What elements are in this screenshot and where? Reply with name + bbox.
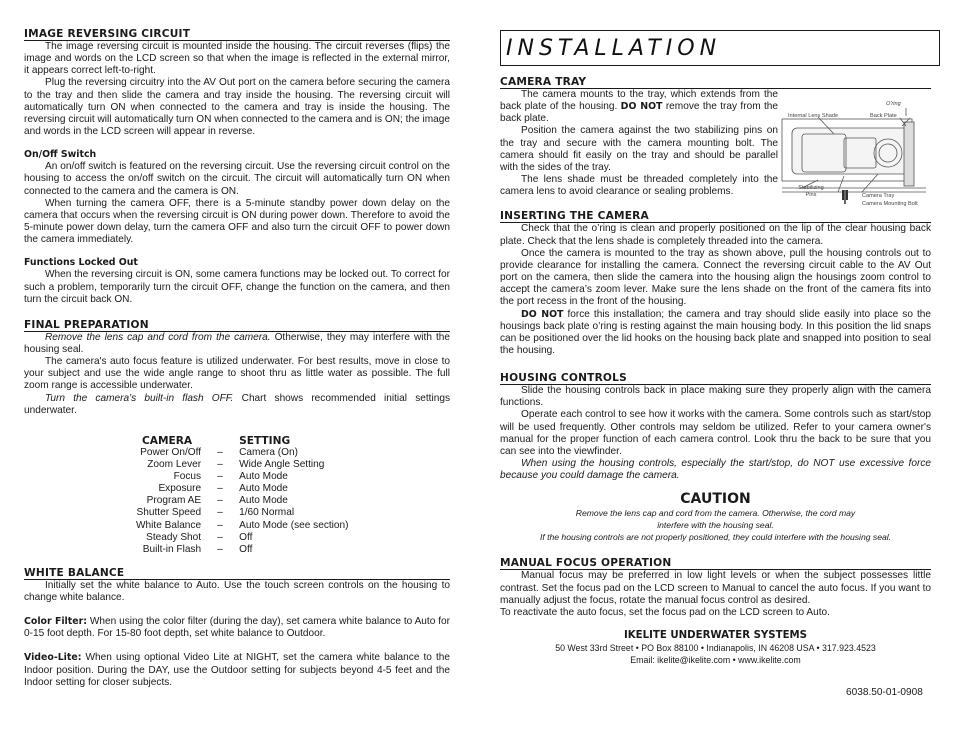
housing-controls-p1: Slide the housing controls back in place making sure they properly align with the camera functions. [500, 385, 931, 409]
camera-tray-p3: The lens shade must be threaded completely into the camera lens to avoid clearance or sealing problems. [500, 174, 778, 198]
right-column [500, 0, 931, 666]
caution-line-3: If the housing controls are not properly positioned, they could interfere with the housing seal. [539, 532, 892, 543]
final-prep-p3 [24, 393, 450, 417]
col-camera-header: CAMERA [142, 434, 193, 447]
heading-functions-locked: Functions Locked Out [24, 257, 138, 269]
label-stabilizing-pins: Stabilizing Pins [798, 185, 824, 198]
camera-tray-p1-start: The camera mounts to the tray, which extends from the back plate of the housing. [500, 89, 778, 113]
inserting-p2: Once the camera is mounted to the tray as shown above, pull the housing controls out to provide clearance for installing the camera. Connect the reversing circuit cable to the AV Out port on the camera, then slide the camera into the housing align the housings zoom control to accept the camera’s zoom lever. Make sure the lens shade on the front of the camera fits into the port recess in the front of the housing. [500, 247, 931, 308]
heading-image-reversing: IMAGE REVERSING CIRCUIT [24, 28, 450, 41]
camera-tray-p1 [500, 89, 778, 125]
housing-controls-p3-italic: When using the housing controls, especially the start/stop, do NOT use excessive force because you could damage the camera. [500, 458, 931, 482]
settings-dash: – [217, 459, 223, 471]
settings-camera-cell: Zoom Lever [147, 459, 202, 471]
settings-value-cell: Auto Mode [239, 483, 288, 495]
on-off-p1: An on/off switch is featured on the reversing circuit. Use the reversing circuit control on the housing to access the on/off switch on the circuit. The circuit will automatically turn ON when connected to the camera and the camera is ON. [24, 161, 450, 197]
caution-box [500, 491, 931, 543]
settings-camera-cell: White Balance [136, 519, 202, 531]
label-camera-tray: Camera Tray [862, 193, 895, 199]
image-reversing-p2: Plug the reversing circuitry into the AV Out port on the camera before securing the camera to the tray and then slide the camera and tray inside the housing. The reversing circuit will automatically turn ON when connected to the camera and tray is inside the housing. The reversing circuit will automatically turn ON when connected to the camera and is ON; the image and words in the LCD screen will appear in reverse. [24, 77, 450, 138]
heading-inserting-camera: INSERTING THE CAMERA [500, 210, 931, 223]
document-number: 6038.50-01-0908 [846, 687, 923, 698]
on-off-p2: When turning the camera OFF, there is a 5-minute standby power down delay on the camera that occurs when the reversing circuit is ON during power down. Therefore to avoid the 5-minute power down delay, turn the camera OFF and also turn the circuit OFF to power down the camera immediately. [24, 197, 450, 246]
settings-row [136, 459, 349, 471]
color-filter-paragraph [24, 616, 450, 640]
left-column [24, 0, 450, 689]
settings-value-cell: Wide Angle Setting [239, 459, 325, 471]
settings-dash: – [217, 531, 223, 543]
settings-dash: – [217, 483, 223, 495]
functions-locked-p1: When the reversing circuit is ON, some camera functions may be locked out. To correct for such a problem, temporarily turn the circuit OFF, change the function on the camera, and then turn the circuit back ON. [24, 269, 450, 305]
settings-header-row [136, 435, 349, 447]
settings-value-cell: Auto Mode [239, 471, 288, 483]
final-prep-p3-italic: Turn the camera’s built-in flash OFF. [45, 392, 234, 404]
label-back-plate: Back Plate [870, 113, 897, 119]
final-prep-p3-rest: Chart shows recommended initial settings underwater. [24, 392, 450, 416]
settings-row [136, 495, 349, 507]
heading-white-balance: WHITE BALANCE [24, 567, 450, 580]
settings-dash: – [217, 471, 223, 483]
settings-value-cell: 1/60 Normal [239, 507, 295, 519]
caution-line-2: interfere with the housing seal. [657, 520, 774, 531]
settings-value-cell: Off [239, 531, 253, 543]
company-web: Email: ikelite@ikelite.com • www.ikelite.com [630, 655, 801, 666]
settings-row [136, 483, 349, 495]
col-setting-header: SETTING [239, 434, 291, 447]
settings-camera-cell: Program AE [146, 495, 202, 507]
settings-camera-cell: Built-in Flash [142, 543, 202, 555]
caution-line-1: Remove the lens cap and cord from the camera. Otherwise, the cord may [575, 508, 856, 519]
final-prep-p1-italic: Remove the lens cap and cord from the camera. [45, 331, 271, 343]
housing-controls-p3 [500, 458, 931, 482]
camera-tray-p1-end: remove the tray from the back plate. [500, 101, 779, 125]
heading-housing-controls: HOUSING CONTROLS [500, 372, 931, 385]
final-prep-p1 [24, 332, 450, 356]
inserting-p3-rest: force this installation; the camera and tray should slide easily into place so the housings back plate o’ring is resting against the main housing body. In this position the lid snaps can be positioned over the lid hooks on the housing back plate and snapped into position to seal the housing. [500, 308, 931, 356]
housing-controls-p2: Operate each control to see how it works with the camera. Some controls such as start/stop will be used frequently. Other controls may seldom be utilized. Refer to your camera owner's manual for the proper function of each camera control. Look thru the back to be sure that you can see into the viewfinder. [500, 409, 931, 457]
figure-back-plate [904, 122, 914, 186]
color-filter-label: Color Filter: [24, 616, 87, 628]
company-name: IKELITE UNDERWATER SYSTEMS [623, 630, 808, 641]
heading-manual-focus: MANUAL FOCUS OPERATION [500, 557, 931, 570]
inserting-p3 [500, 309, 931, 358]
settings-body [136, 447, 349, 556]
camera-tray-donot: DO NOT [620, 101, 663, 113]
settings-row [136, 520, 349, 532]
camera-tray-p2: Position the camera against the two stabilizing pins on the tray and secure with the camera mounting bolt. The camera should fit easily on the tray and should be parallel with the sides of the tray. [500, 125, 778, 173]
inserting-donot: DO NOT [521, 308, 564, 320]
settings-table [136, 435, 349, 556]
settings-camera-cell: Exposure [158, 483, 202, 495]
white-balance-p1: Initially set the white balance to Auto. Use the touch screen controls on the housing to change white balance. [24, 579, 450, 603]
settings-value-cell: Auto Mode [239, 495, 288, 507]
settings-dash: – [217, 447, 223, 458]
settings-row [136, 447, 349, 459]
settings-value-cell: Auto Mode (see section) [239, 519, 349, 531]
manual-focus-p2: To reactivate the auto focus, set the focus pad on the LCD screen to Auto. [500, 606, 830, 618]
figure-camera-body [792, 128, 910, 174]
settings-value-cell: Off [239, 543, 253, 555]
settings-camera-cell: Shutter Speed [136, 507, 202, 519]
settings-camera-cell: Steady Shot [146, 531, 202, 543]
label-lens-shade: Internal Lens Shade [788, 113, 839, 119]
label-mounting-bolt: Camera Mounting Bolt [862, 201, 918, 207]
heading-final-preparation: FINAL PREPARATION [24, 319, 450, 332]
settings-camera-cell: Power On/Off [140, 447, 202, 458]
video-lite-label: Video-Lite: [24, 652, 82, 664]
settings-row [136, 471, 349, 483]
manual-focus-p1: Manual focus may be preferred in low light levels or when the subject possesses little contrast. Set the focus pad on the LCD screen to Manual to cancel the auto focus. If you want to manually adjust the focus, rotate the manual focus control as desired. [500, 570, 931, 606]
video-lite-text: When using optional Video Lite at NIGHT, set the camera white balance to the Indoor position. During the DAY, use the Outdoor setting for subjects beyond 4-5 feet and the Indoor setting for closer subjects. [24, 652, 450, 688]
heading-on-off-switch: On/Off Switch [24, 149, 97, 161]
settings-camera-cell: Focus [173, 471, 202, 483]
inserting-p1: Check that the o’ring is clean and properly positioned on the lip of the clear housing back plate. Check that the lens shade is completely threaded into the camera. [500, 223, 931, 247]
installation-title: INSTALLATION [506, 36, 722, 61]
settings-row [136, 544, 349, 556]
final-prep-p2: The camera's auto focus feature is utilized underwater. For best results, move in close to your subject and use the wide angle range to shoot thru as little water as possible. The full zoom range is accessible underwater. [24, 356, 450, 392]
heading-camera-tray: CAMERA TRAY [500, 76, 931, 89]
settings-dash: – [217, 543, 223, 555]
caution-title: CAUTION [680, 491, 751, 508]
settings-row [136, 532, 349, 544]
color-filter-text: When using the color filter (during the day), set camera white balance to Auto for 0-15 foot depth. For 15-80 foot depth, set white balance to Outdoor. [24, 616, 450, 640]
final-prep-p1-rest: Otherwise, they may interfere with the housing seal. [24, 331, 450, 355]
settings-dash: – [217, 507, 223, 519]
video-lite-paragraph [24, 652, 450, 688]
settings-row [136, 507, 349, 519]
settings-dash: – [217, 495, 223, 507]
image-reversing-p1: The image reversing circuit is mounted inside the housing. The circuit reverses (flips) the image and words on the LCD screen so that when the image is reflected in the external mirror, it appears correct left-to-right. [24, 41, 450, 77]
camera-tray-figure [778, 101, 930, 208]
label-oring: O'ring [886, 101, 901, 107]
company-address: 50 West 33rd Street • PO Box 88100 • Indianapolis, IN 46208 USA • 317.923.4523 [555, 643, 876, 653]
camera-tray-text [500, 89, 778, 198]
settings-dash: – [217, 519, 223, 531]
settings-value-cell: Camera (On) [239, 447, 298, 458]
